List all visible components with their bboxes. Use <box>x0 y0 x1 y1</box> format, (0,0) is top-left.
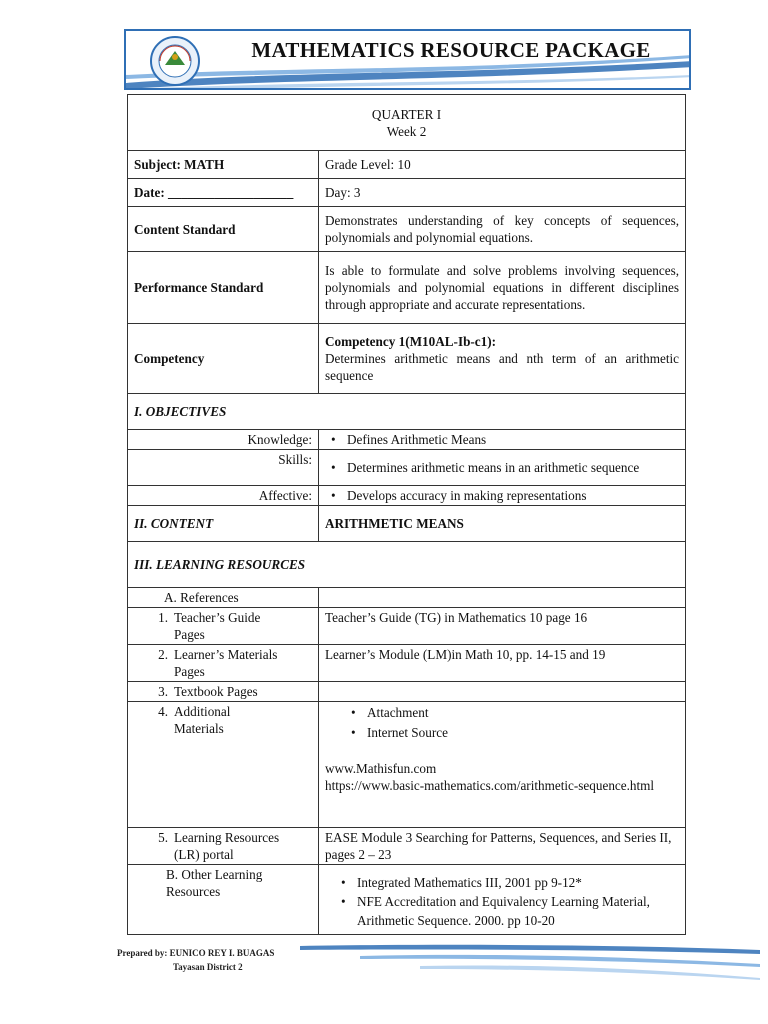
skills-row <box>128 450 686 486</box>
additional-material-item: • Internet Source <box>367 723 679 743</box>
learners-materials-value: Learner’s Module (LM)in Math 10, pp. 14-15 and 19 <box>319 645 686 682</box>
performance-standard-label: Performance Standard <box>128 252 319 324</box>
references-label: A. References <box>128 588 319 608</box>
content-heading: II. CONTENT <box>128 506 319 542</box>
content-row <box>128 506 686 542</box>
resources-heading-row <box>128 542 686 588</box>
textbook-row <box>128 682 686 702</box>
lr-portal-row <box>128 828 686 865</box>
teachers-guide-num: 1. <box>158 610 168 625</box>
district-label: Tayasan District 2 <box>173 962 243 972</box>
content-standard-row <box>128 207 686 252</box>
additional-materials-label: Additional Materials <box>174 704 231 736</box>
competency-code: Competency 1(M10AL-Ib-c1): <box>325 334 497 349</box>
performance-standard-row <box>128 252 686 324</box>
quarter-label: QUARTER I <box>371 106 442 122</box>
prepared-by: Prepared by: EUNICO REY I. BUAGAS <box>117 948 275 958</box>
internet-link[interactable]: https://www.basic-mathematics.com/arithmetic-sequence.html <box>325 778 655 793</box>
other-resources-row <box>128 865 686 935</box>
other-resource-item: • Integrated Mathematics III, 2001 pp 9-12* <box>357 873 679 892</box>
teachers-guide-row <box>128 608 686 645</box>
affective-label: Affective: <box>128 486 319 506</box>
deped-seal-icon <box>146 35 204 87</box>
affective-item: • Develops accuracy in making representations <box>347 487 679 504</box>
lr-portal-value: EASE Module 3 Searching for Patterns, Sequences, and Series II, pages 2 – 23 <box>319 828 686 865</box>
skills-label: Skills: <box>128 450 319 486</box>
learners-materials-num: 2. <box>158 647 168 662</box>
content-standard-label: Content Standard <box>128 207 319 252</box>
other-resources-label: B. Other Learning Resources <box>128 865 319 935</box>
additional-materials-num: 4. <box>158 704 168 719</box>
quarter-row <box>128 95 686 151</box>
lesson-plan-table <box>127 94 686 935</box>
other-resource-item: • NFE Accreditation and Equivalency Learning Material, Arithmetic Sequence. 2000. pp 10-20 <box>357 892 679 930</box>
competency-text: Determines arithmetic means and nth term of an arithmetic sequence <box>325 351 680 383</box>
date-cell: Date: ___________________ <box>128 179 319 207</box>
week-label: Week 2 <box>386 123 427 139</box>
lr-portal-label: Learning Resources (LR) portal <box>174 830 280 862</box>
page-title: MATHEMATICS RESOURCE PACKAGE <box>251 38 651 62</box>
skills-item: • Determines arithmetic means in an arithmetic sequence <box>347 459 679 476</box>
content-standard-value: Demonstrates understanding of key concepts of sequences, polynomials and polynomial equations. <box>319 207 686 252</box>
day-cell: Day: 3 <box>319 179 686 207</box>
subject-cell: Subject: MATH <box>128 151 319 179</box>
knowledge-label: Knowledge: <box>128 430 319 450</box>
textbook-label: Textbook Pages <box>174 684 258 699</box>
internet-link[interactable]: www.Mathisfun.com <box>325 761 437 776</box>
header-banner <box>124 29 691 90</box>
textbook-num: 3. <box>158 684 168 699</box>
objectives-heading-row <box>128 394 686 430</box>
resources-heading: III. LEARNING RESOURCES <box>128 542 686 588</box>
affective-row <box>128 486 686 506</box>
content-value: ARITHMETIC MEANS <box>319 506 686 542</box>
references-row <box>128 588 686 608</box>
additional-material-item: • Attachment <box>367 703 679 723</box>
footer-swoosh-decoration <box>300 938 760 984</box>
grade-level-cell: Grade Level: 10 <box>319 151 686 179</box>
performance-standard-value: Is able to formulate and solve problems involving sequences, polynomials and polynomial equations in different disciplines through appropriate and accurate representations. <box>319 252 686 324</box>
additional-materials-row <box>128 702 686 828</box>
lr-portal-num: 5. <box>158 830 168 845</box>
learners-materials-label: Learner’s Materials Pages <box>174 647 278 679</box>
subject-row <box>128 151 686 179</box>
knowledge-item: • Defines Arithmetic Means <box>347 431 679 448</box>
learners-materials-row <box>128 645 686 682</box>
teachers-guide-label: Teacher’s Guide Pages <box>174 610 261 642</box>
teachers-guide-value: Teacher’s Guide (TG) in Mathematics 10 page 16 <box>319 608 686 645</box>
competency-label: Competency <box>128 324 319 394</box>
objectives-heading: I. OBJECTIVES <box>128 394 686 430</box>
knowledge-row <box>128 430 686 450</box>
date-row <box>128 179 686 207</box>
competency-row <box>128 324 686 394</box>
